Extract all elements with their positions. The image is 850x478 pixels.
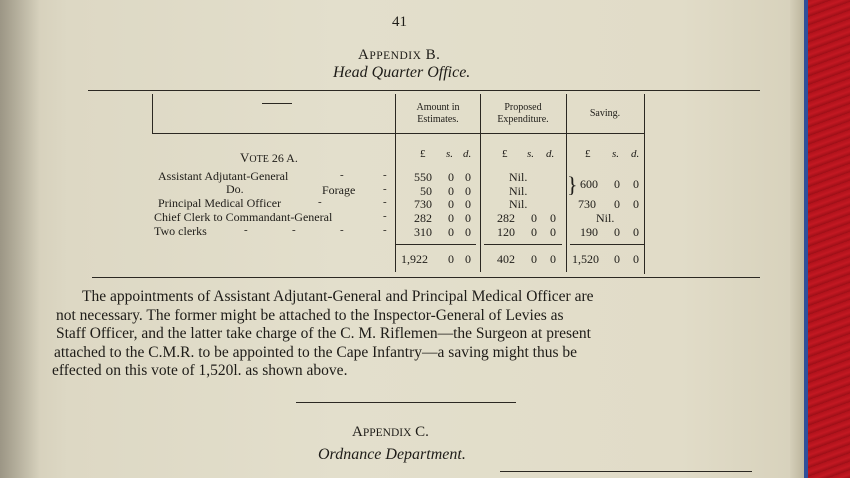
amount-pence-unit: d. xyxy=(463,148,472,160)
total-amount-pounds: 1,922 xyxy=(401,252,428,266)
total-saving-shillings: 0 xyxy=(614,252,620,266)
row-2-proposed: Nil. xyxy=(509,184,528,198)
section-divider xyxy=(296,402,516,403)
row-5-leader-a: - xyxy=(244,224,248,236)
total-rule-proposed xyxy=(484,244,562,245)
row-5-saving-shillings: 0 xyxy=(614,225,620,239)
appendix-c-heading xyxy=(352,424,429,441)
appendix-c-subheading: Ordnance Department. xyxy=(318,446,466,463)
table-vline-1 xyxy=(395,94,396,272)
header-amount xyxy=(398,102,478,126)
row-label-principal-medical: Principal Medical Officer xyxy=(158,196,282,210)
row-label-assistant-adjutant: Assistant Adjutant-General xyxy=(158,169,289,183)
proposed-pound-unit: £ xyxy=(502,148,508,160)
paragraph-line-1: The appointments of Assistant Adjutant-General and Principal Medical Officer are xyxy=(82,288,594,305)
total-saving-pounds: 1,520 xyxy=(572,252,599,266)
appendix-b-initial: A xyxy=(358,47,370,63)
header-proposed-line2: Expenditure. xyxy=(497,114,549,125)
row-5-saving-pounds: 190 xyxy=(580,225,598,239)
saving-bracket: } xyxy=(567,172,578,197)
page-edge xyxy=(790,0,804,478)
row-5-proposed-pounds: 120 xyxy=(497,225,515,239)
appendix-b-heading xyxy=(358,47,440,64)
row-2-amount-pounds: 50 xyxy=(420,184,432,198)
row-4-saving: Nil. xyxy=(596,211,615,225)
row-4-proposed-pence: 0 xyxy=(550,211,556,225)
appendix-c-initial: A xyxy=(352,424,363,440)
explanatory-paragraph xyxy=(52,288,752,381)
proposed-pence-unit: d. xyxy=(546,148,555,160)
page-number: 41 xyxy=(392,14,407,30)
vote-label xyxy=(240,150,298,166)
row-label-chief-clerk: Chief Clerk to Commandant-General xyxy=(154,210,333,224)
total-amount-shillings: 0 xyxy=(448,252,454,266)
header-proposed xyxy=(482,102,564,126)
amount-shilling-unit: s. xyxy=(446,148,454,160)
appendix-c-letter: C. xyxy=(415,424,429,440)
row-1-amount-shillings: 0 xyxy=(448,170,454,184)
empty-header-dash xyxy=(262,103,292,104)
appendix-b-letter: B. xyxy=(425,47,441,63)
header-amount-line1: Amount in xyxy=(416,102,460,113)
row-5-leader-b: - xyxy=(292,224,296,236)
row-3-leader-b: - xyxy=(383,196,387,208)
row-5-leader-c: - xyxy=(340,224,344,236)
row-5-amount-pounds: 310 xyxy=(414,225,432,239)
bracket-saving-pounds: 600 xyxy=(580,177,598,191)
bracket-saving-shillings: 0 xyxy=(614,177,620,191)
row-3-amount-pence: 0 xyxy=(465,197,471,211)
row-3-leader-a: - xyxy=(318,196,322,208)
row-1-leader-a: - xyxy=(340,169,344,181)
table-top-rule xyxy=(88,90,760,91)
row-4-proposed-shillings: 0 xyxy=(531,211,537,225)
header-proposed-line1: Proposed xyxy=(504,102,542,113)
row-label-do: Do. xyxy=(226,182,244,196)
row-2-amount-pence: 0 xyxy=(465,184,471,198)
total-rule-saving xyxy=(570,244,644,245)
saving-shilling-unit: s. xyxy=(612,148,620,160)
paragraph-line-3: Staff Officer, and the latter take charge of the C. M. Riflemen—the Surgeon at present xyxy=(56,325,591,342)
row-3-amount-pounds: 730 xyxy=(414,197,432,211)
page-gutter-shadow xyxy=(0,0,40,478)
row-3-proposed: Nil. xyxy=(509,197,528,211)
header-saving: Saving. xyxy=(589,108,621,119)
row-1-proposed: Nil. xyxy=(509,170,528,184)
header-amount-line2: Estimates. xyxy=(417,114,459,125)
row-2-leader: - xyxy=(383,183,387,195)
row-1-amount-pence: 0 xyxy=(465,170,471,184)
appendix-b-subheading: Head Quarter Office. xyxy=(333,64,471,81)
paragraph-line-2: not necessary. The former might be attached to the Inspector-General of Levies as xyxy=(56,306,564,324)
row-3-amount-shillings: 0 xyxy=(448,197,454,211)
appendix-c-word: PPENDIX xyxy=(362,427,412,439)
total-saving-pence: 0 xyxy=(633,252,639,266)
appendix-b-word: PPENDIX xyxy=(369,50,422,62)
table-left-vline xyxy=(152,94,153,134)
paragraph-line-4: attached to the C.M.R. to be appointed to the Cape Infantry—a saving might thus be xyxy=(54,343,578,361)
row-4-amount-pence: 0 xyxy=(465,211,471,225)
proposed-shilling-unit: s. xyxy=(527,148,535,160)
vote-initial: V xyxy=(240,150,250,165)
total-proposed-shillings: 0 xyxy=(531,252,537,266)
row-1-leader-b: - xyxy=(383,169,387,181)
paragraph-line-5: effected on this vote of 1,520l. as shown above. xyxy=(52,362,348,379)
vote-word: OTE xyxy=(249,154,269,165)
row-3-saving-pence: 0 xyxy=(633,197,639,211)
saving-pound-unit: £ xyxy=(585,148,591,160)
row-label-forage: Forage xyxy=(322,183,356,197)
row-5-amount-shillings: 0 xyxy=(448,225,454,239)
background-cloth xyxy=(808,0,850,478)
table-vline-2 xyxy=(480,94,481,272)
row-3-saving-pounds: 730 xyxy=(578,197,596,211)
vote-number: 26 A. xyxy=(271,151,298,165)
table-bottom-rule xyxy=(92,277,760,278)
row-5-leader-d: - xyxy=(383,224,387,236)
row-4-amount-shillings: 0 xyxy=(448,211,454,225)
amount-pound-unit: £ xyxy=(420,148,426,160)
row-4-amount-pounds: 282 xyxy=(414,211,432,225)
row-4-leader: - xyxy=(383,210,387,222)
total-amount-pence: 0 xyxy=(465,252,471,266)
row-label-two-clerks: Two clerks xyxy=(154,224,207,238)
saving-pence-unit: d. xyxy=(631,148,640,160)
row-3-saving-shillings: 0 xyxy=(614,197,620,211)
row-5-amount-pence: 0 xyxy=(465,225,471,239)
row-5-proposed-shillings: 0 xyxy=(531,225,537,239)
bracket-saving-pence: 0 xyxy=(633,177,639,191)
table-right-vline xyxy=(644,94,645,274)
row-2-amount-shillings: 0 xyxy=(448,184,454,198)
table-header-rule xyxy=(152,133,644,134)
total-rule-amount xyxy=(396,244,476,245)
row-4-proposed-pounds: 282 xyxy=(497,211,515,225)
row-5-proposed-pence: 0 xyxy=(550,225,556,239)
row-1-amount-pounds: 550 xyxy=(414,170,432,184)
total-proposed-pence: 0 xyxy=(550,252,556,266)
bottom-rule xyxy=(500,471,752,472)
row-5-saving-pence: 0 xyxy=(633,225,639,239)
total-proposed-pounds: 402 xyxy=(497,252,515,266)
